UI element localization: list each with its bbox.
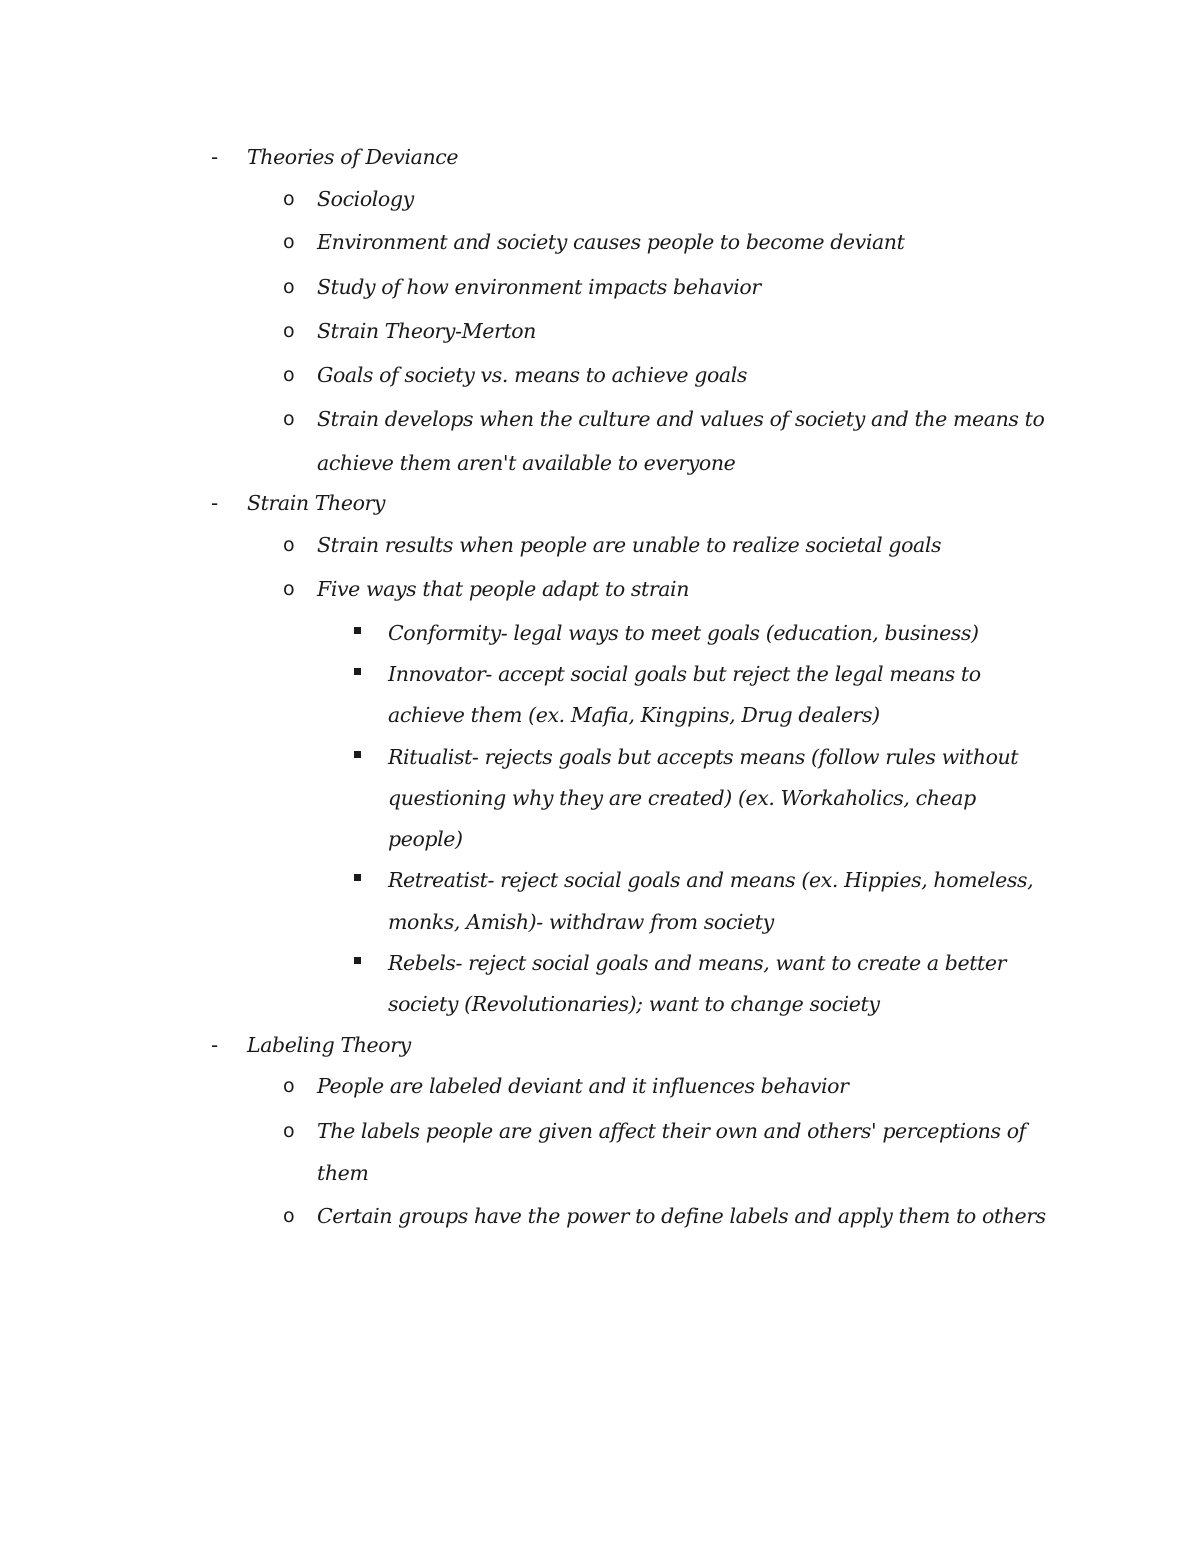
circle-bullet: o [283, 188, 295, 210]
list-item-continuation: them [317, 1161, 369, 1185]
list-item: Environment and society causes people to become deviant [317, 230, 905, 254]
list-item: Study of how environment impacts behavior [317, 275, 761, 299]
square-bullet [354, 668, 361, 675]
sub-list-item-continuation: monks, Amish)- withdraw from society [388, 910, 774, 934]
circle-bullet: o [283, 578, 295, 600]
circle-bullet: o [283, 231, 295, 253]
sub-list-item-continuation: society (Revolutionaries); want to change society [388, 992, 880, 1016]
sub-list-item: Innovator- accept social goals but reject the legal means to [388, 662, 981, 686]
circle-bullet: o [283, 408, 295, 430]
section-heading: Theories of Deviance [247, 145, 459, 169]
list-item: Strain Theory-Merton [317, 319, 536, 343]
list-item: Certain groups have the power to define labels and apply them to others [317, 1204, 1046, 1228]
square-bullet [354, 751, 361, 758]
sub-list-item-continuation: people) [388, 827, 463, 851]
section-heading: Strain Theory [247, 491, 386, 515]
circle-bullet: o [283, 1120, 295, 1142]
list-item: The labels people are given affect their own and others' perceptions of [317, 1119, 1026, 1143]
list-item: Strain results when people are unable to realize societal goals [317, 533, 942, 557]
circle-bullet: o [283, 534, 295, 556]
circle-bullet: o [283, 276, 295, 298]
sub-list-item-continuation: achieve them (ex. Mafia, Kingpins, Drug dealers) [388, 703, 880, 727]
circle-bullet: o [283, 364, 295, 386]
dash-bullet: - [211, 491, 219, 515]
dash-bullet: - [211, 1033, 219, 1057]
circle-bullet: o [283, 1205, 295, 1227]
section-heading: Labeling Theory [247, 1033, 411, 1057]
sub-list-item-continuation: questioning why they are created) (ex. Workaholics, cheap [388, 786, 976, 810]
circle-bullet: o [283, 320, 295, 342]
sub-list-item: Retreatist- reject social goals and means (ex. Hippies, homeless, [388, 868, 1034, 892]
dash-bullet: - [211, 145, 219, 169]
list-item: Five ways that people adapt to strain [317, 577, 690, 601]
sub-list-item: Rebels- reject social goals and means, want to create a better [388, 951, 1007, 975]
sub-list-item: Ritualist- rejects goals but accepts means (follow rules without [388, 745, 1019, 769]
list-item: Strain develops when the culture and values of society and the means to [317, 407, 1045, 431]
square-bullet [354, 874, 361, 881]
sub-list-item: Conformity- legal ways to meet goals (education, business) [388, 621, 979, 645]
circle-bullet: o [283, 1075, 295, 1097]
square-bullet [354, 627, 361, 634]
square-bullet [354, 957, 361, 964]
list-item-continuation: achieve them aren't available to everyone [317, 451, 736, 475]
list-item: Goals of society vs. means to achieve goals [317, 363, 747, 387]
list-item: Sociology [317, 187, 414, 211]
list-item: People are labeled deviant and it influences behavior [317, 1074, 849, 1098]
